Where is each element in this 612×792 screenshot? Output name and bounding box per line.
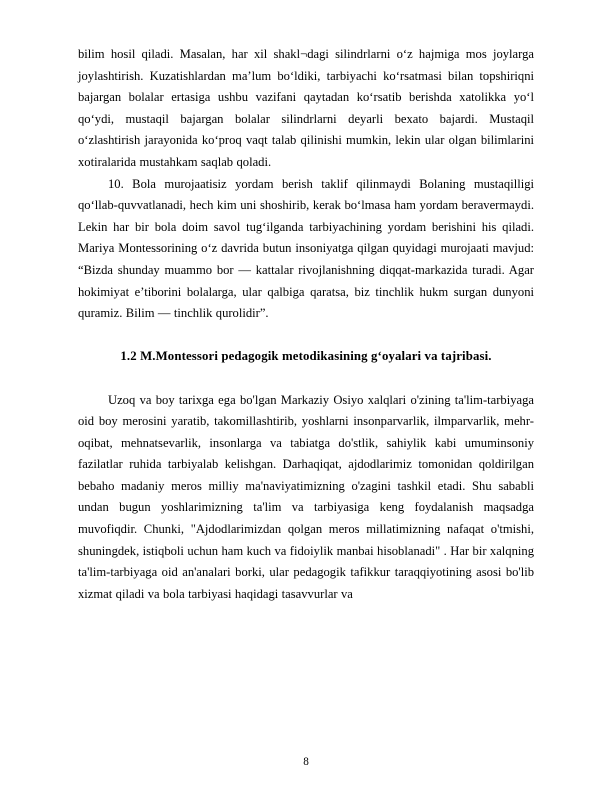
paragraph-continued-from-previous-page: bilim hosil qiladi. Masalan, har xil shakl¬dagi silindrlarni o‘z hajmiga mos joylarga joylashtirish. Kuzatishlardan ma’lum bo‘ldiki, tarbiyachi ko‘rsatmasi bilan topshiriqni bajargan bolalar ertasiga ushbu vazifani qaytadan ko‘rsatib berishda xatolikka yo‘l qo‘ydi, mustaqil bajargan bolalar silindrlarni deyarli bexato bajardi. Mustaqil o‘zlashtirish jarayonida ko‘proq vaqt talab qilinishi mumkin, lekin ular olgan bilimlarini xotiralarida mustahkam saqlab qoladi. — [78, 47, 534, 169]
heading-space-below — [78, 368, 534, 390]
section-heading-1-2: 1.2 M.Montessori pedagogik metodikasining g‘oyalari va tajribasi. — [120, 349, 492, 364]
paragraph-section-1-2-body: Uzoq va boy tarixga ega bo'lgan Markaziy Osiyo xalqlari o'zining ta'lim-tarbiyaga oid boy merosini yaratib, takomillashtirib, yoshlarni insonparvarlik, ilmparvarlik, mehr-oqibat, mehnatsevarlik, insonlarga va tabiatga do'stlik, sahiylik kabi umuminsoniy fazilatlar ruhida tarbiyalab kelishgan. Darhaqiqat, ajdodlarimiz tomonidan qoldirilgan bebaho madaniy meros milliy ma'naviyatimizning o'zagini tashkil etadi. Shu sababli undan bugun yoshlarimizning ta'lim va tarbiyasiga keng foydalanish maqsadga muvofiqdir. Chunki, "Ajdodlarimizdan qolgan meros millatimizning nafaqat o'tmishi, shuningdek, istiqboli uchun ham kuch va fidoiylik manbai hisoblanadi" . Har bir xalqning ta'lim-tarbiyaga oid an'analari borki, ular pedagogik tafikkur taraqqiyotining asosi bo'lib xizmat qiladi va bola tarbiyasi haqidagi tasavvurlar va — [78, 392, 534, 601]
heading-space-above — [78, 325, 534, 347]
page-number-footer: 8 — [303, 756, 309, 768]
paragraph-numbered-item-10: 10. Bola murojaatisiz yordam berish taklif qilinmaydi Bolaning mustaqilligi qo‘llab-quvvatlanadi, hech kim uni shoshirib, kerak bo‘lmasa ham yordam beravermaydi. Lekin har bir bola doim savol tug‘ilganda tarbiyachining yordam berishini his qiladi. Mariya Montessorining o‘z davrida butun insoniyatga qilgan quyidagi murojaati mavjud: “Bizda shunday muammo bor — kattalar rivojlanishning diqqat-markazida turadi. Agar hokimiyat e’tiborini bolalarga, ular qalbiga qaratsa, biz tinchlik hukm surgan dunyoni quramiz. Bilim — tinchlik qurolidir”. — [78, 176, 534, 321]
page-content-column — [78, 44, 534, 605]
